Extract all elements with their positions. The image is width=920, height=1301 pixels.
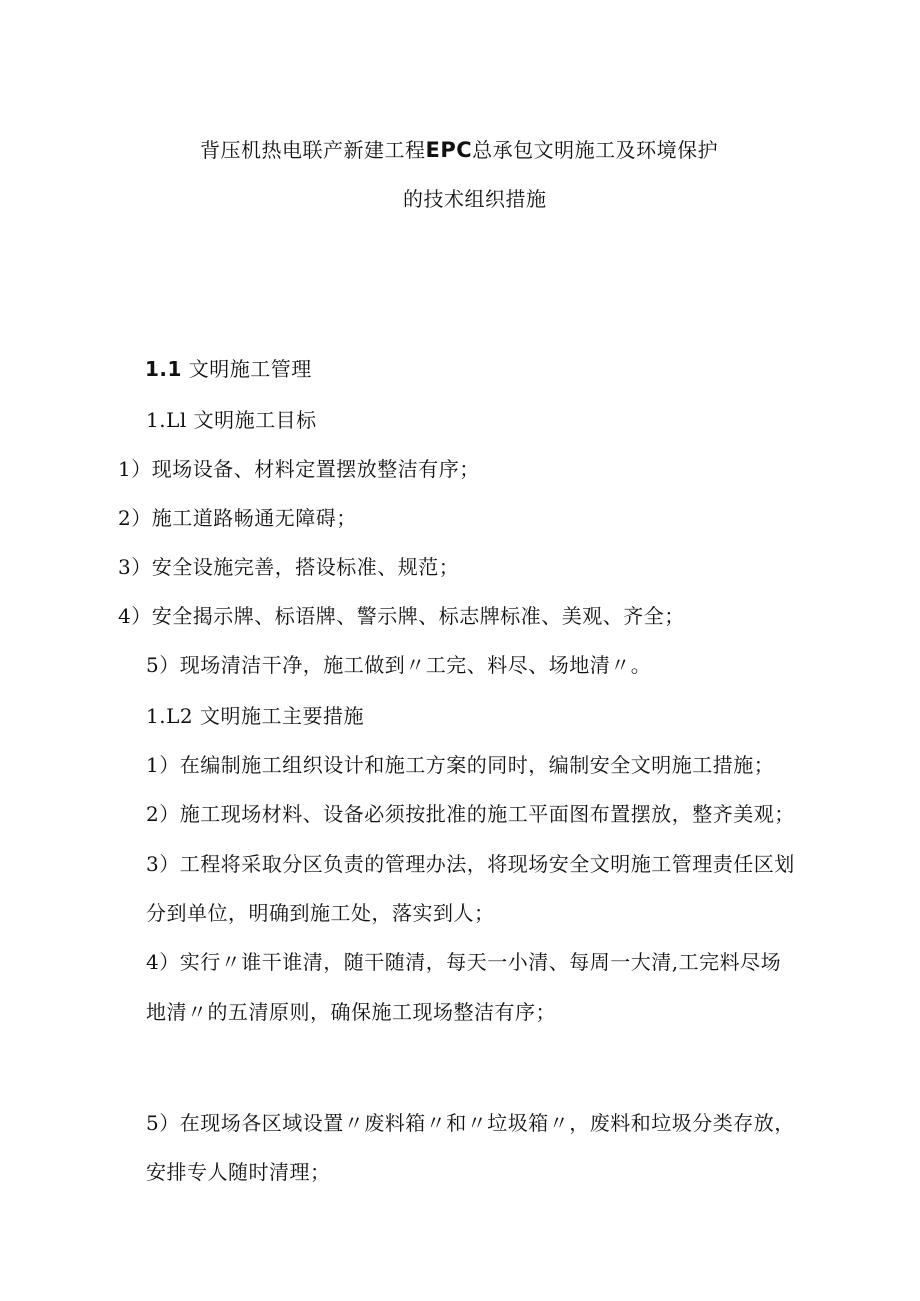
- title-epc: EPC: [425, 138, 473, 162]
- list-item: 4）安全揭示牌、标语牌、警示牌、标志牌标准、美观、齐全；: [118, 604, 685, 628]
- list-item: 2）施工现场材料、设备必须按批准的施工平面图布置摆放，整齐美观；: [146, 802, 795, 826]
- list-item: 4）实行〃谁干谁清，随干随清，每天一小清、每周一大清,工完料尽场: [146, 950, 782, 974]
- section-number: 1.1: [145, 357, 182, 381]
- title-suffix: 总承包文明施工及环境保护: [472, 138, 719, 162]
- list-item-continuation: 安排专人随时清理；: [146, 1160, 331, 1184]
- subsection-heading-measures: 1.L2 文明施工主要措施: [146, 704, 364, 728]
- list-item: 3）安全设施完善，搭设标准、规范；: [118, 555, 460, 579]
- list-item: 1）在编制施工组织设计和施工方案的同时，编制安全文明施工措施；: [146, 753, 775, 777]
- list-item-continuation: 分到单位，明确到施工处，落实到人；: [146, 901, 495, 925]
- list-item-continuation: 地清〃的五清原则，确保施工现场整洁有序；: [146, 1000, 556, 1024]
- list-item: 2）施工道路畅通无障碍；: [118, 506, 357, 530]
- section-heading: [145, 355, 312, 383]
- subsection-heading-goals: 1.Ll 文明施工目标: [146, 408, 317, 432]
- list-item: 5）在现场各区域设置〃废料箱〃和〃垃圾箱〃，废料和垃圾分类存放，: [146, 1111, 795, 1135]
- list-item: 3）工程将采取分区负责的管理办法，将现场安全文明施工管理责任区划: [146, 852, 795, 876]
- document-title-line-1: [200, 136, 718, 164]
- document-title-line-2: 的技术组织措施: [403, 187, 547, 211]
- list-item: 1）现场设备、材料定置摆放整洁有序；: [118, 457, 480, 481]
- section-title: 文明施工管理: [188, 357, 312, 381]
- list-item: 5）现场清洁干净，施工做到〃工完、料尽、场地清〃。: [146, 653, 652, 677]
- title-prefix: 背压机热电联产新建工程: [200, 138, 426, 162]
